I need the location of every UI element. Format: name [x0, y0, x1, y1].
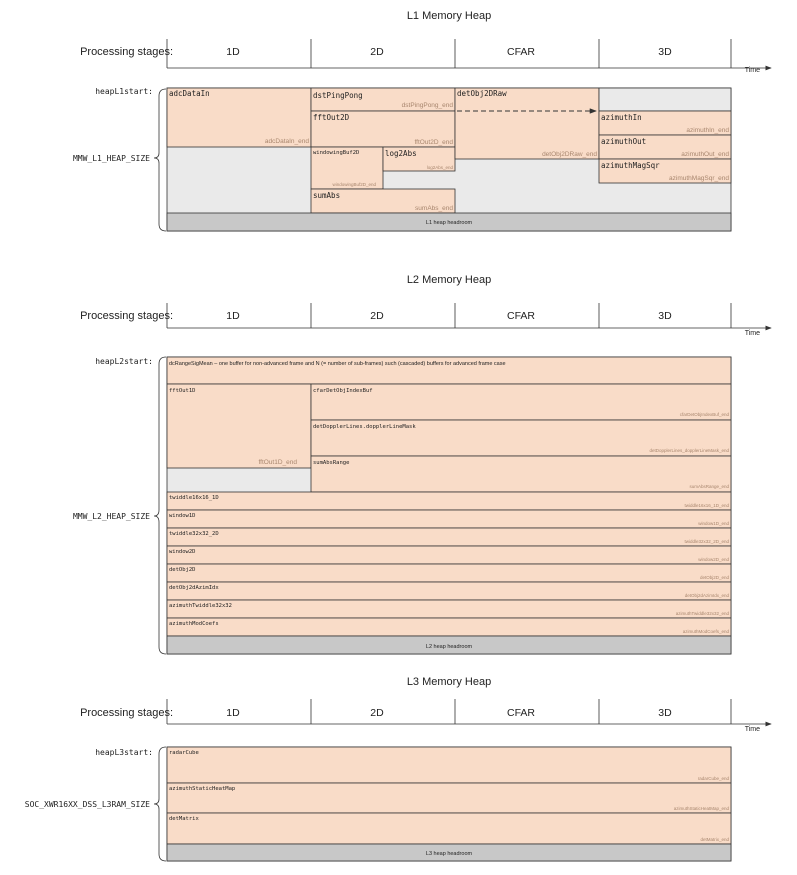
l2-stage-cfar: CFAR [506, 310, 536, 322]
l2-stages-label: Processing stages: [80, 310, 173, 322]
buf-label: detMatrix [169, 816, 199, 822]
buf-end-label: detObj2DRaw_end [542, 151, 597, 158]
l2-buf-row [167, 600, 731, 618]
l2-buf-row [167, 510, 731, 528]
buf-end-label: detObj2dAzimIdx_end [684, 593, 729, 598]
l1-buf-windowingBuf2D [311, 147, 383, 189]
l2-buf-row [167, 546, 731, 564]
l1-heap-size: MMW_L1_HEAP_SIZE [72, 154, 150, 163]
headroom-label: L2 heap headroom [425, 644, 473, 650]
buf-end-label: azimuthMagSqr_end [669, 175, 729, 182]
l1-buf-sumAbs [311, 189, 455, 213]
l2-stage-3d: 3D [658, 310, 672, 322]
l1-buf-detObj2DRaw [455, 88, 599, 159]
l1-stage-2d: 2D [370, 46, 384, 58]
l2-rows [167, 492, 731, 636]
buf-end-label: detObj2D_end [699, 575, 729, 580]
buf-end-label: azimuthStaticHeatMap_end [673, 806, 729, 811]
buf-end-label: azimuthModCoefs_end [682, 629, 729, 634]
buf-label: windowingBuf2D [313, 150, 360, 156]
buf-label: azimuthMagSqr [601, 161, 660, 170]
l2-buf-cfarDetObjIndexBuf [311, 384, 731, 420]
buf-end-label: azimuthIn_end [686, 127, 729, 134]
buf-end-label: cfarDetObjIndexBuf_end [679, 412, 729, 417]
buf-label: cfarDetObjIndexBuf [313, 388, 373, 394]
l2-buf-sumAbsRange [311, 456, 731, 492]
buf-label: detObj2DRaw [457, 89, 507, 98]
l1-buf-azimuthIn [599, 111, 731, 135]
l2-section [73, 274, 771, 654]
buf-label: window1D [169, 513, 196, 519]
l3-buf-row [167, 813, 731, 844]
l3-brace [154, 747, 166, 861]
l1-time-label: Time [744, 67, 760, 74]
buf-end-label: fftOut2D_end [414, 139, 453, 146]
buf-label: fftOut1D [169, 388, 196, 394]
buf-end-label: fftOut1D_end [258, 459, 297, 466]
l3-buf-row [167, 747, 731, 783]
l1-title: L1 Memory Heap [406, 10, 492, 22]
l1-buf-azimuthMagSqr [599, 159, 731, 183]
l1-brace [154, 89, 166, 231]
buf-label: azimuthModCoefs [169, 621, 219, 627]
l2-buf-dcRangeSigMean [167, 357, 731, 384]
l3-section [25, 676, 771, 861]
l2-buf-row [167, 618, 731, 636]
headroom-label: L1 heap headroom [425, 220, 473, 226]
l3-buf-row [167, 783, 731, 813]
l3-stage-3d: 3D [658, 707, 672, 719]
l2-buf-row [167, 492, 731, 510]
l1-stage-cfar: CFAR [506, 46, 536, 58]
l2-buf-fftOut1D [167, 384, 311, 468]
buf-label: dstPingPong [313, 91, 363, 100]
l1-buf-adcDataIn [167, 88, 311, 147]
buf-end-label: twiddle16x16_1D_end [684, 503, 729, 508]
l2-buf-row [167, 528, 731, 546]
l1-timeline [80, 39, 771, 74]
buf-end-label: radarCube_end [697, 776, 729, 781]
buf-end-label: sumAbs_end [415, 205, 453, 212]
buf-label: radarCube [169, 750, 199, 756]
l2-time-label: Time [744, 330, 760, 337]
buf-end-label: log2Abs_end [426, 165, 453, 170]
buf-label: dcRangeSigMean – one buffer for non-advanced frame and N (= number of sub-frames) such (cascaded) buffers for advanced frame case [169, 361, 506, 367]
l3-timeline [80, 699, 771, 733]
l1-buf-dstPingPong [311, 88, 455, 111]
l1-buf-fftOut2D [311, 111, 455, 147]
buf-end-label: adcDataIn_end [264, 138, 309, 145]
l1-headroom [167, 213, 731, 231]
l2-stage-1d: 1D [226, 310, 240, 322]
buf-label: detObj2D [169, 567, 196, 573]
buf-end-label: sumAbsRange_end [689, 484, 729, 489]
buf-label: twiddle32x32_2D [169, 531, 219, 537]
l3-stages-label: Processing stages: [80, 707, 173, 719]
l1-buf-azimuthOut [599, 135, 731, 159]
l2-buf-row [167, 582, 731, 600]
buf-label: azimuthTwiddle32x32 [169, 603, 232, 609]
l2-timeline [80, 303, 771, 337]
buf-end-label: twiddle32x32_2D_end [684, 539, 729, 544]
l1-stages-label: Processing stages: [80, 46, 173, 58]
l1-stage-1d: 1D [226, 46, 240, 58]
l3-rows [167, 747, 731, 844]
l2-headroom [167, 636, 731, 654]
headroom-label: L3 heap headroom [425, 851, 473, 857]
buf-label: detObj2dAzimIdx [169, 585, 219, 591]
buf-label: adcDataIn [169, 89, 210, 98]
buf-label: sumAbs [313, 191, 341, 200]
l2-heap-start: heapL2start: [95, 357, 153, 366]
l2-buf-detDopplerLines [311, 420, 731, 456]
l3-stage-2d: 2D [370, 707, 384, 719]
l1-empty-3d [599, 88, 731, 111]
l2-buf-row [167, 564, 731, 582]
buf-label: twiddle16x16_1D [169, 495, 219, 501]
buf-end-label: window2D_end [698, 557, 729, 562]
l2-brace [154, 357, 166, 654]
l1-heap-start: heapL1start: [95, 87, 153, 96]
l3-time-label: Time [744, 726, 760, 733]
buf-label: azimuthIn [601, 113, 642, 122]
buf-end-label: detMatrix_end [700, 837, 729, 842]
l2-heap-size: MMW_L2_HEAP_SIZE [72, 512, 150, 521]
buf-end-label: window1D_end [698, 521, 729, 526]
buf-label: fftOut2D [313, 113, 350, 122]
buf-label: log2Abs [385, 149, 417, 158]
buf-label: azimuthStaticHeatMap [169, 786, 236, 792]
l2-stage-2d: 2D [370, 310, 384, 322]
l2-title: L2 Memory Heap [406, 274, 492, 286]
l3-heap-size: SOC_XWR16XX_DSS_L3RAM_SIZE [24, 800, 150, 809]
l3-title: L3 Memory Heap [406, 676, 492, 688]
buf-end-label: azimuthTwiddle32x32_end [675, 611, 729, 616]
buf-end-label: windowingBuf2D_end [332, 182, 376, 187]
buf-end-label: dstPingPong_end [401, 102, 453, 109]
buf-label: detDopplerLines.dopplerLineMask [313, 424, 416, 430]
buf-end-label: detDopplerLines_dopplerLineMask_end [649, 448, 729, 453]
l1-buf-log2Abs [383, 147, 455, 171]
buf-label: sumAbsRange [313, 460, 350, 466]
l3-stage-cfar: CFAR [506, 707, 536, 719]
buf-label: window2D [169, 549, 196, 555]
l1-section [73, 10, 771, 231]
l3-stage-1d: 1D [226, 707, 240, 719]
l3-heap-start: heapL3start: [95, 748, 153, 757]
l1-stage-3d: 3D [658, 46, 672, 58]
l3-headroom [167, 844, 731, 861]
buf-label: azimuthOut [601, 137, 647, 146]
buf-end-label: azimuthOut_end [681, 151, 729, 158]
